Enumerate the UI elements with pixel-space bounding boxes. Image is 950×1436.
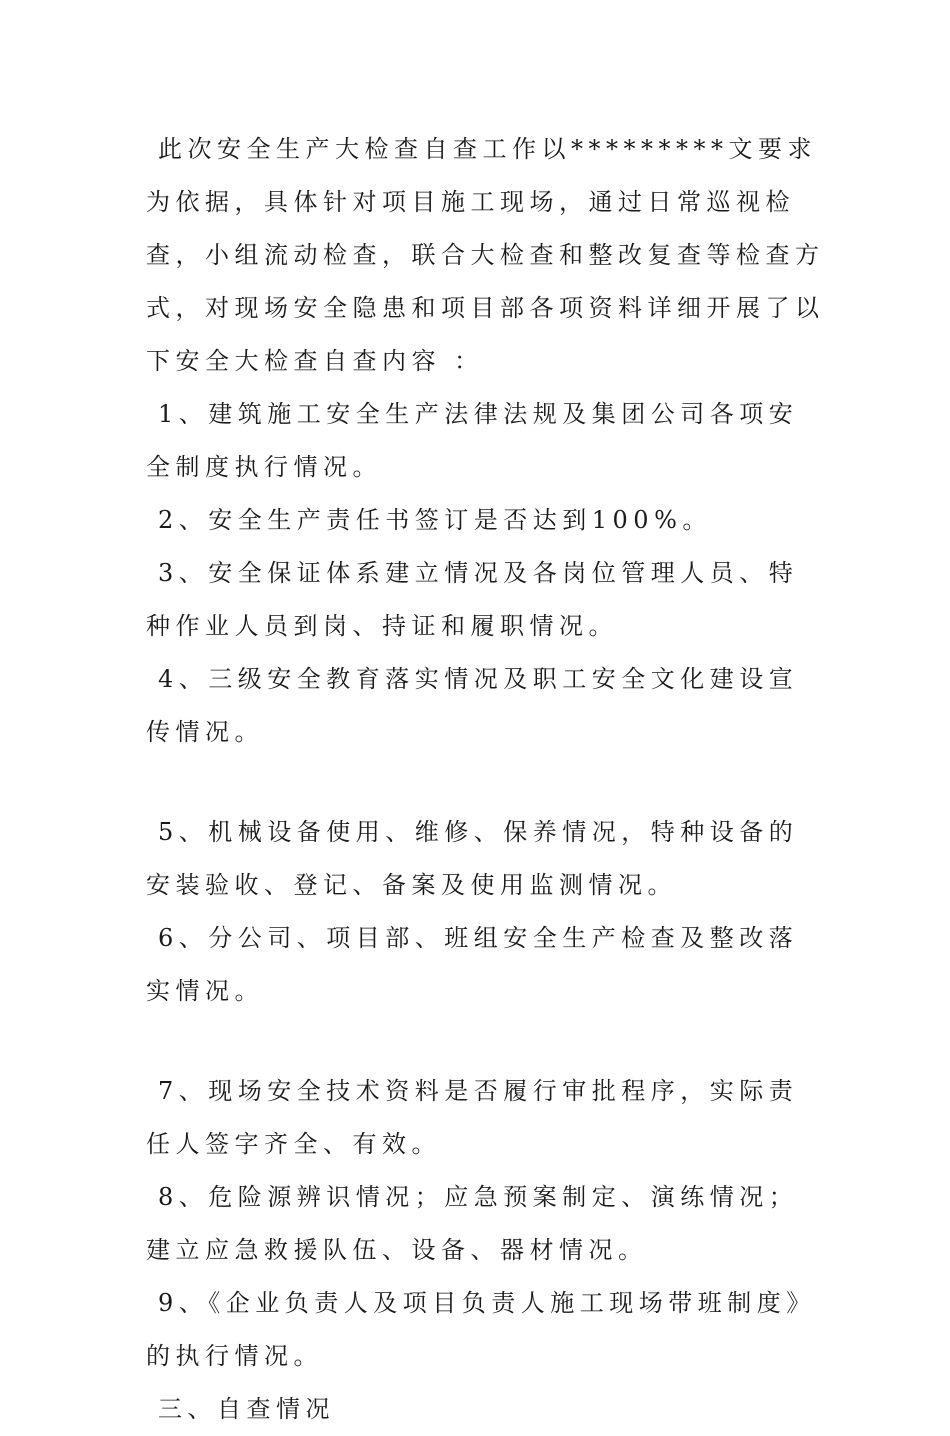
section-heading-self-inspection: 三、自查情况	[158, 1395, 335, 1423]
paragraph-item-4: 4、三级安全教育落实情况及职工安全文化建设宣传情况。	[146, 665, 799, 746]
paragraph-item-1: 1、建筑施工安全生产法律法规及集团公司各项安全制度执行情况。	[146, 400, 799, 481]
paragraph-item-6: 6、分公司、项目部、班组安全生产检查及整改落实情况。	[146, 924, 799, 1005]
paragraph-item-2: 2、安全生产责任书签订是否达到100%。	[158, 506, 712, 534]
paragraph-item-9: 9、《企业负责人及项目负责人施工现场带班制度》的执行情况。	[146, 1289, 816, 1370]
document-body	[146, 123, 826, 1436]
paragraph-item-7: 7、现场安全技术资料是否履行审批程序，实际责任人签字齐全、有效。	[146, 1077, 799, 1158]
paragraph-intro: 此次安全生产大检查自查工作以*********文要求为依据，具体针对项目施工现场，通过日常巡视检查，小组流动检查，联合大检查和整改复查等检查方式，对现场安全隐患和项目部各项资料详细开展了以下安全大检查自查内容 ：	[146, 135, 825, 375]
paragraph-item-8: 8、危险源辨识情况；应急预案制定、演练情况；建立应急救援队伍、设备、器材情况。	[146, 1183, 799, 1264]
paragraph-item-3: 3、安全保证体系建立情况及各岗位管理人员、特种作业人员到岗、持证和履职情况。	[146, 559, 799, 640]
paragraph-item-5: 5、机械设备使用、维修、保养情况，特种设备的安装验收、登记、备案及使用监测情况。	[146, 818, 799, 899]
